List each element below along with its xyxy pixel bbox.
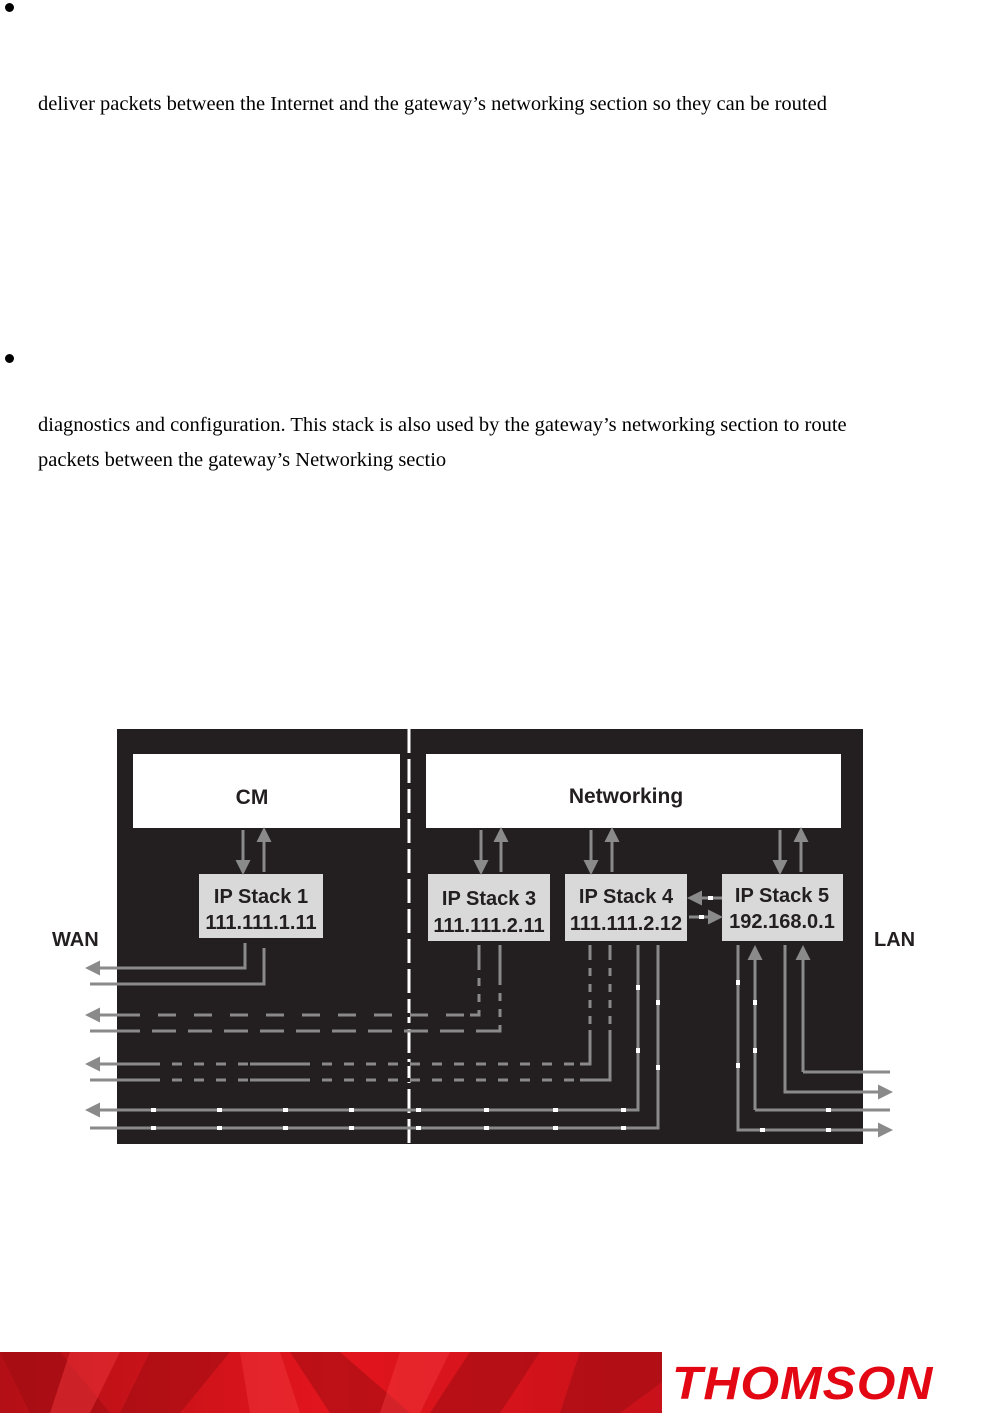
bullet-marker-2 — [5, 354, 14, 363]
ip-stack-1-box — [199, 874, 323, 938]
thomson-logo: THOMSON — [672, 1357, 934, 1409]
lan-label: LAN — [874, 929, 916, 951]
ip-stack-4-address: 111.111.2.12 — [569, 913, 683, 935]
paragraph-line-3: packets between the gateway’s Networking sectio — [38, 449, 447, 471]
ip-stack-4-box — [565, 874, 687, 941]
ip-stack-3-address: 111.111.2.11 — [433, 915, 545, 937]
ip-stack-5-name: IP Stack 5 — [734, 885, 830, 907]
networking-block-label: Networking — [568, 785, 684, 808]
cm-block-label: CM — [235, 786, 269, 809]
paragraph-line-2: diagnostics and configuration. This stack is also used by the gateway’s networking section to route — [38, 414, 847, 436]
bullet-marker-1 — [5, 3, 14, 12]
ip-stack-3-name: IP Stack 3 — [441, 888, 537, 910]
ip-stack-5-box — [722, 874, 843, 941]
ip-stack-diagram — [0, 700, 1007, 1160]
ip-stack-4-name: IP Stack 4 — [578, 886, 674, 908]
ip-stack-1-address: 111.111.1.11 — [205, 912, 317, 934]
ip-stack-1-name: IP Stack 1 — [213, 886, 309, 908]
wan-label: WAN — [52, 929, 99, 951]
ip-stack-3-box — [428, 874, 550, 941]
ip-stack-5-address: 192.168.0.1 — [729, 911, 835, 933]
paragraph-line-1: deliver packets between the Internet and the gateway’s networking section so they can be routed — [38, 93, 827, 115]
